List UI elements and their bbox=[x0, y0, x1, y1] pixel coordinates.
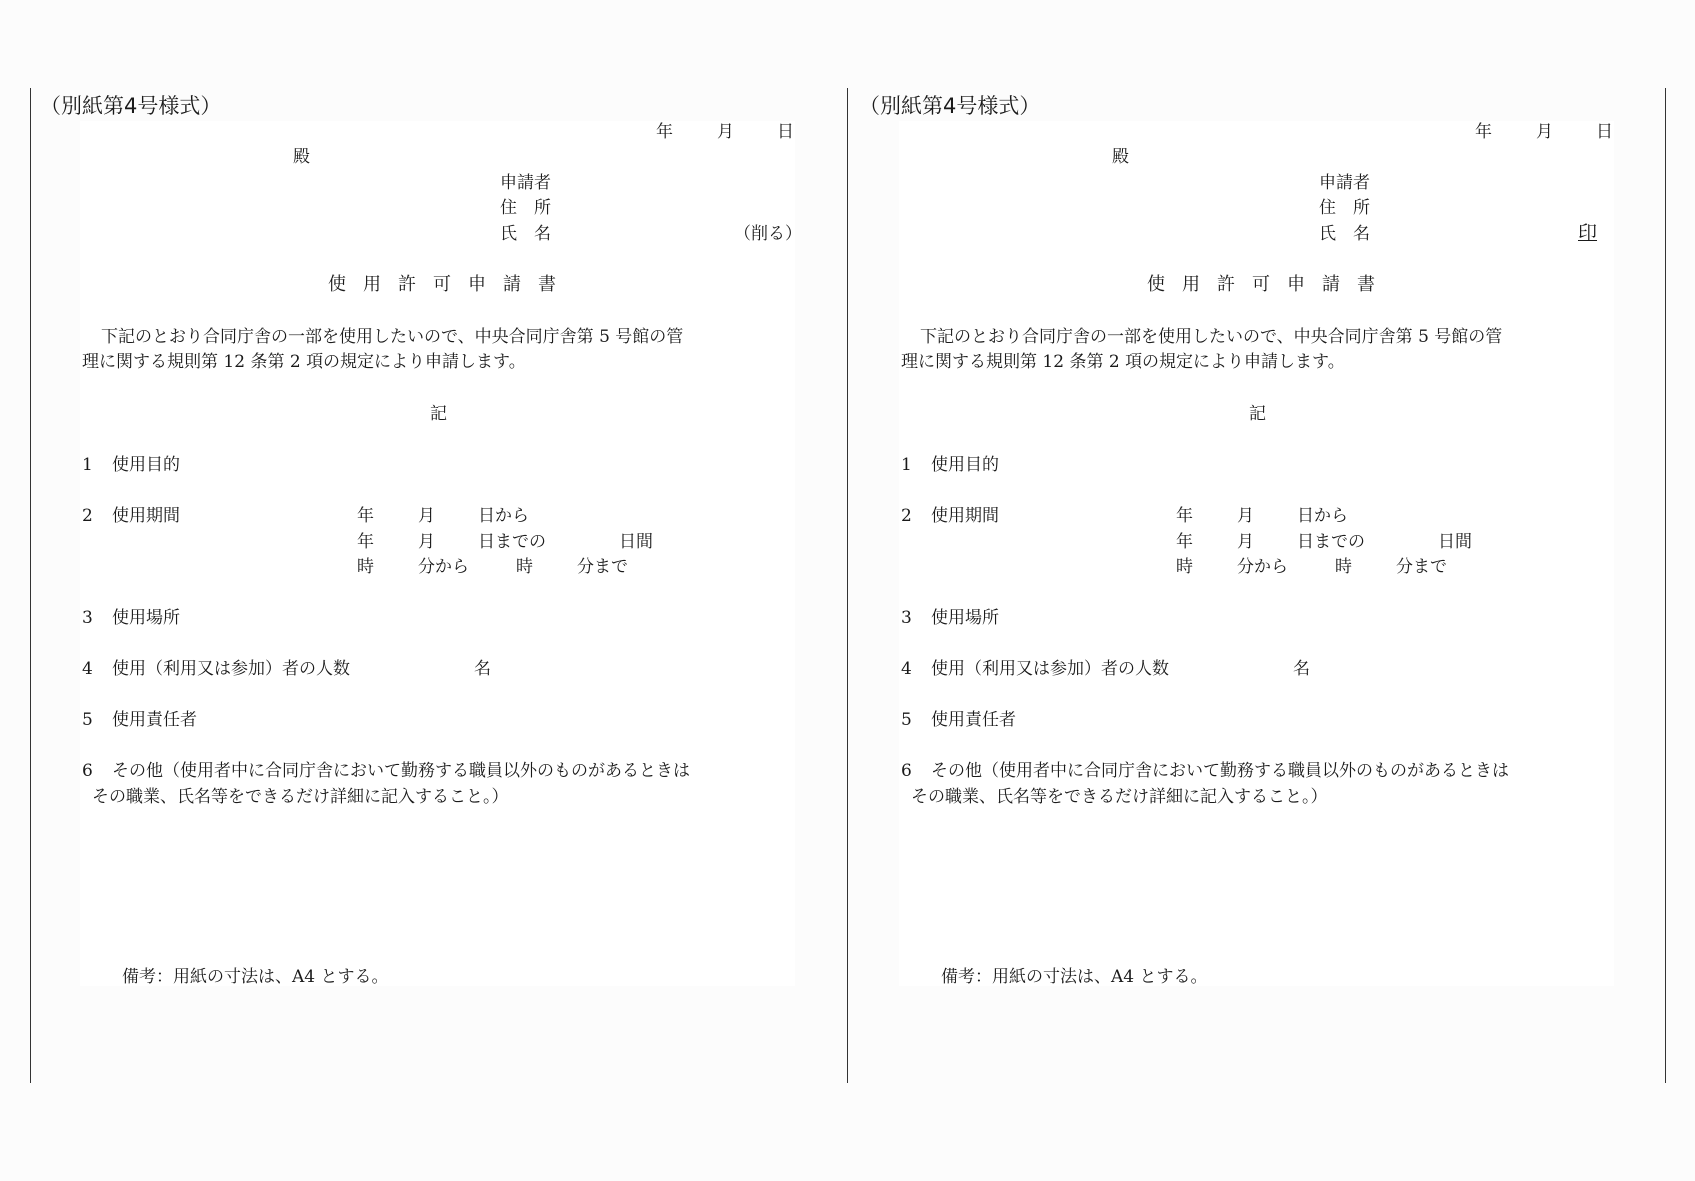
item-1-number: 1 bbox=[901, 455, 912, 475]
time-end-minute: 分まで bbox=[577, 557, 628, 577]
period-start-month: 月 bbox=[1237, 506, 1254, 526]
item-2-number: 2 bbox=[82, 506, 93, 526]
date-day: 日 bbox=[777, 122, 794, 142]
form-label-left: （別紙第4号様式） bbox=[40, 94, 222, 118]
ki-heading: 記 bbox=[1249, 404, 1266, 424]
border-line-middle bbox=[847, 88, 848, 1083]
period-start-day: 日から bbox=[478, 506, 529, 526]
time-start-hour: 時 bbox=[357, 557, 374, 577]
intro-line-1: 下記のとおり合同庁舎の一部を使用したいので、中央合同庁舎第 5 号館の管 bbox=[101, 327, 684, 347]
period-end-month: 月 bbox=[1237, 532, 1254, 552]
date-year: 年 bbox=[1475, 122, 1492, 142]
item-3-label: 使用場所 bbox=[931, 608, 999, 628]
addressee-suffix: 殿 bbox=[293, 147, 310, 167]
address-label: 住 所 bbox=[1319, 198, 1370, 218]
period-start-year: 年 bbox=[357, 506, 374, 526]
item-4-label: 使用（利用又は参加）者の人数 bbox=[112, 659, 350, 679]
period-start-year: 年 bbox=[1176, 506, 1193, 526]
period-start-month: 月 bbox=[418, 506, 435, 526]
period-end-year: 年 bbox=[1176, 532, 1193, 552]
applicant-heading: 申請者 bbox=[1319, 173, 1370, 193]
item-1-number: 1 bbox=[82, 455, 93, 475]
remarks: 備考：用紙の寸法は、A4 とする。 bbox=[122, 967, 389, 987]
period-end-day: 日までの bbox=[478, 532, 546, 552]
item-4-number: 4 bbox=[901, 659, 912, 679]
item-2-label: 使用期間 bbox=[931, 506, 999, 526]
intro-line-1: 下記のとおり合同庁舎の一部を使用したいので、中央合同庁舎第 5 号館の管 bbox=[920, 327, 1503, 347]
name-label: 氏 名 bbox=[500, 224, 551, 244]
addressee-suffix: 殿 bbox=[1112, 147, 1129, 167]
item-2-label: 使用期間 bbox=[112, 506, 180, 526]
period-start-day: 日から bbox=[1297, 506, 1348, 526]
document-title: 使用許可申請書 bbox=[1147, 274, 1392, 295]
item-1-label: 使用目的 bbox=[112, 455, 180, 475]
ki-heading: 記 bbox=[430, 404, 447, 424]
period-days: 日間 bbox=[1438, 532, 1472, 552]
form-sheet-right bbox=[899, 121, 1614, 986]
time-end-hour: 時 bbox=[1335, 557, 1352, 577]
item-5-label: 使用責任者 bbox=[931, 710, 1016, 730]
time-start-minute: 分から bbox=[1237, 557, 1288, 577]
document-title: 使用許可申請書 bbox=[328, 274, 573, 295]
period-end-month: 月 bbox=[418, 532, 435, 552]
item-3-label: 使用場所 bbox=[112, 608, 180, 628]
time-end-minute: 分まで bbox=[1396, 557, 1447, 577]
address-label: 住 所 bbox=[500, 198, 551, 218]
time-end-hour: 時 bbox=[516, 557, 533, 577]
time-start-hour: 時 bbox=[1176, 557, 1193, 577]
period-end-day: 日までの bbox=[1297, 532, 1365, 552]
intro-line-2: 理に関する規則第 12 条第 2 項の規定により申請します。 bbox=[82, 352, 526, 372]
border-line-right bbox=[1665, 88, 1666, 1083]
item-5-number: 5 bbox=[901, 710, 912, 730]
item-3-number: 3 bbox=[901, 608, 912, 628]
item-6-line-2: その職業、氏名等をできるだけ詳細に記入すること。） bbox=[911, 787, 1328, 807]
remarks: 備考：用紙の寸法は、A4 とする。 bbox=[941, 967, 1208, 987]
date-month: 月 bbox=[717, 122, 734, 142]
date-day: 日 bbox=[1596, 122, 1613, 142]
period-days: 日間 bbox=[619, 532, 653, 552]
item-5-number: 5 bbox=[82, 710, 93, 730]
date-month: 月 bbox=[1536, 122, 1553, 142]
item-6-number: 6 bbox=[901, 761, 912, 781]
item-4-number: 4 bbox=[82, 659, 93, 679]
item-4-unit: 名 bbox=[474, 659, 491, 679]
form-label-right: （別紙第4号様式） bbox=[859, 94, 1041, 118]
item-4-unit: 名 bbox=[1293, 659, 1310, 679]
intro-line-2: 理に関する規則第 12 条第 2 項の規定により申請します。 bbox=[901, 352, 1345, 372]
item-6-line-1: その他（使用者中に合同庁舎において勤務する職員以外のものがあるときは bbox=[931, 761, 1509, 781]
item-2-number: 2 bbox=[901, 506, 912, 526]
item-6-line-2: その職業、氏名等をできるだけ詳細に記入すること。） bbox=[92, 787, 509, 807]
period-end-year: 年 bbox=[357, 532, 374, 552]
item-3-number: 3 bbox=[82, 608, 93, 628]
seal-mark: 印 bbox=[1578, 222, 1598, 244]
item-6-line-1: その他（使用者中に合同庁舎において勤務する職員以外のものがあるときは bbox=[112, 761, 690, 781]
time-start-minute: 分から bbox=[418, 557, 469, 577]
date-year: 年 bbox=[656, 122, 673, 142]
item-6-number: 6 bbox=[82, 761, 93, 781]
item-1-label: 使用目的 bbox=[931, 455, 999, 475]
item-4-label: 使用（利用又は参加）者の人数 bbox=[931, 659, 1169, 679]
seal-note-deleted: （削る） bbox=[734, 224, 802, 244]
applicant-heading: 申請者 bbox=[500, 173, 551, 193]
form-sheet-left bbox=[80, 121, 802, 987]
item-5-label: 使用責任者 bbox=[112, 710, 197, 730]
border-line-left bbox=[30, 88, 31, 1083]
name-label: 氏 名 bbox=[1319, 224, 1370, 244]
